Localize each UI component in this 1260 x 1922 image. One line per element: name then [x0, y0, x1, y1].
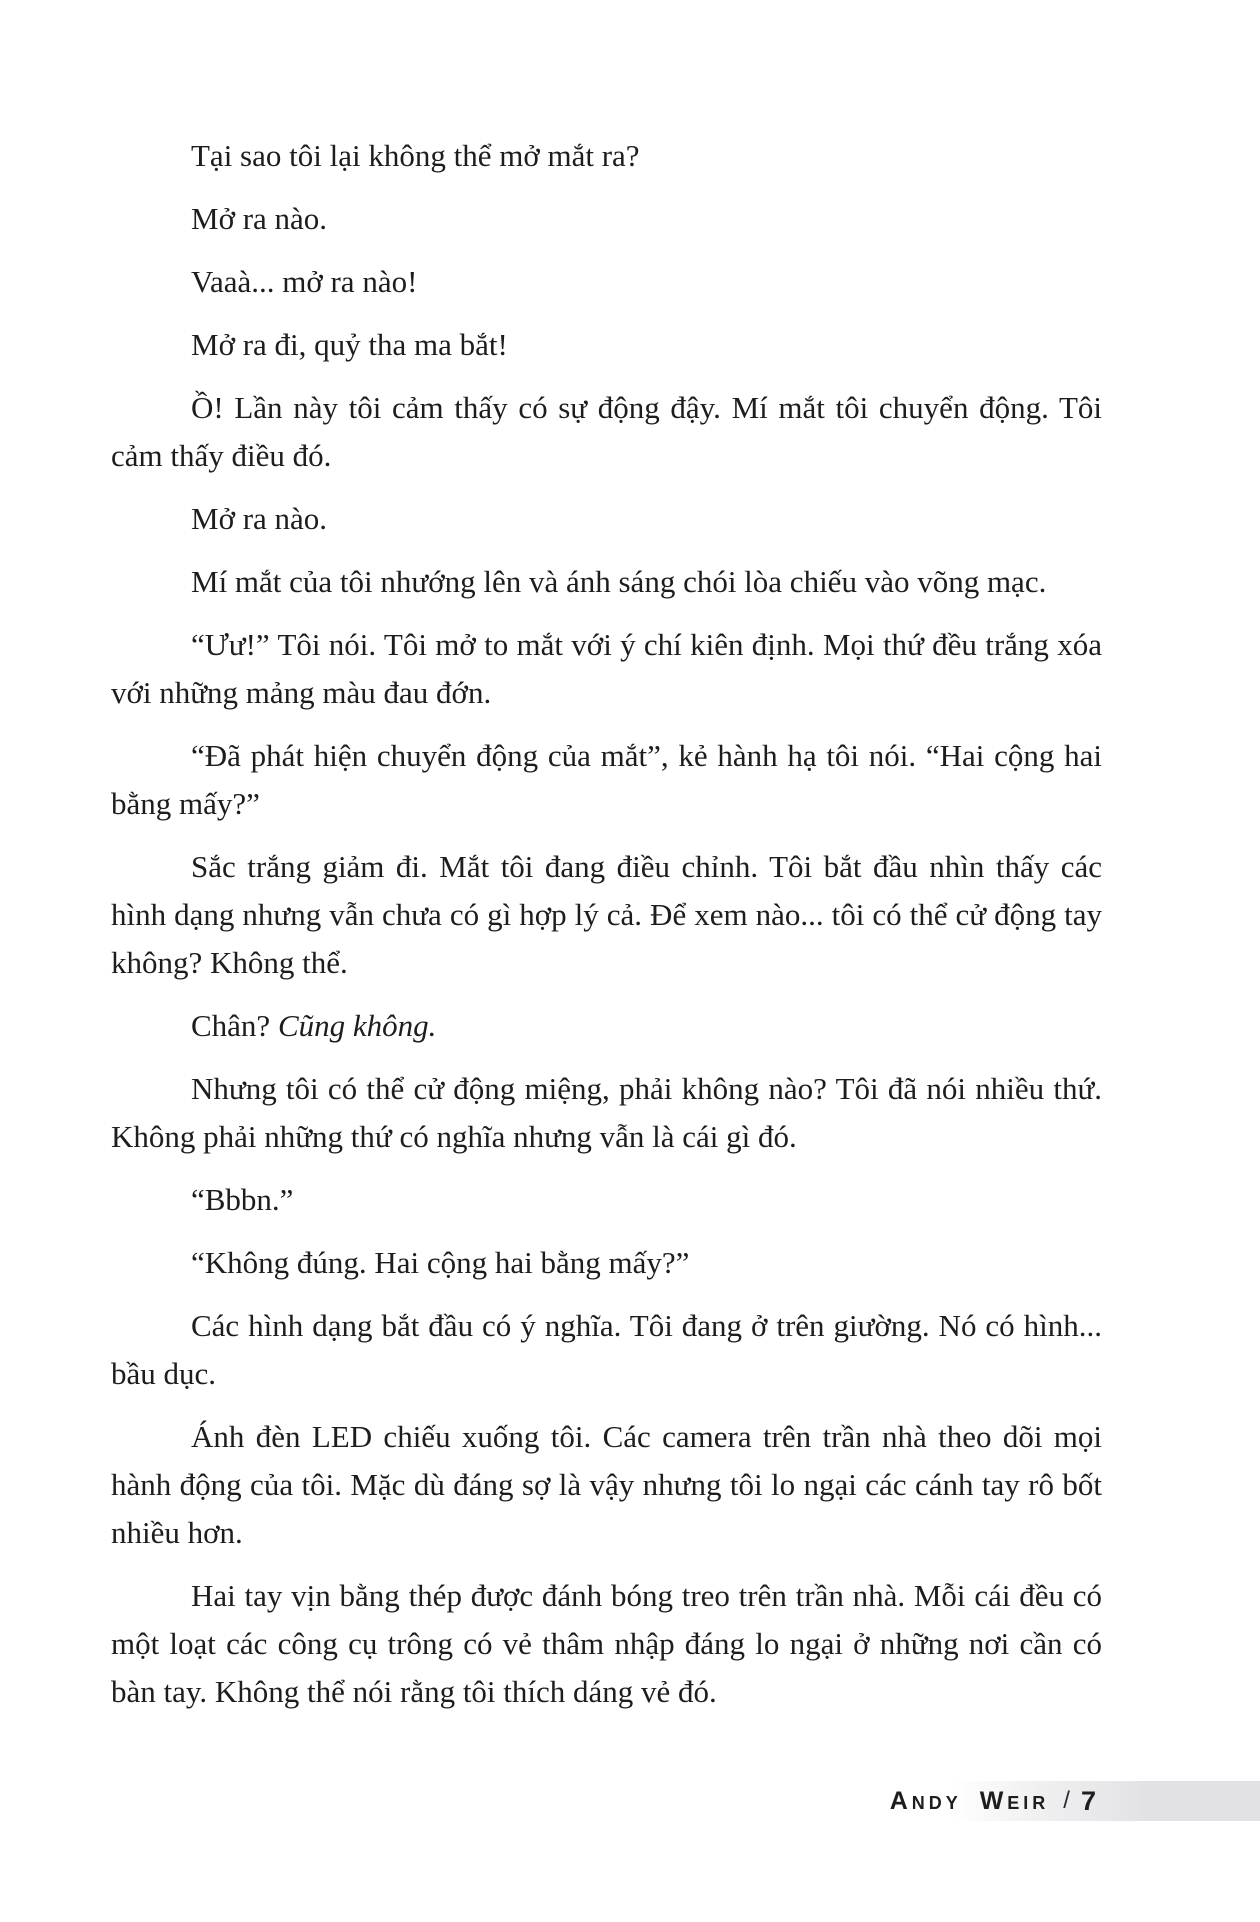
paragraph: Mí mắt của tôi nhướng lên và ánh sáng chói lòa chiếu vào võng mạc. — [191, 564, 1047, 599]
paragraph: Vaaà... mở ra nào! — [191, 264, 418, 299]
paragraph: Tại sao tôi lại không thể mở mắt ra? — [191, 138, 640, 173]
paragraph: Ồ! Lần này tôi cảm thấy có sự động đậy. Mí mắt tôi chuyển động. Tôi cảm thấy điều đó. — [111, 390, 1102, 473]
paragraph: “Ưư!” Tôi nói. Tôi mở to mắt với ý chí kiên định. Mọi thứ đều trắng xóa với những mảng màu đau đớn. — [111, 627, 1102, 710]
paragraph: “Bbbn.” — [191, 1182, 294, 1217]
paragraph: Nhưng tôi có thể cử động miệng, phải không nào? Tôi đã nói nhiều thứ. Không phải những thứ có nghĩa nhưng vẫn là cái gì đó. — [111, 1071, 1102, 1154]
paragraph: “Đã phát hiện chuyển động của mắt”, kẻ hành hạ tôi nói. “Hai cộng hai bằng mấy?” — [111, 738, 1102, 821]
paragraph: Ánh đèn LED chiếu xuống tôi. Các camera trên trần nhà theo dõi mọi hành động của tôi. Mặc dù đáng sợ là vậy nhưng tôi lo ngại các cánh tay rô bốt nhiều hơn. — [111, 1419, 1102, 1550]
paragraph: Hai tay vịn bằng thép được đánh bóng treo trên trần nhà. Mỗi cái đều có một loạt các công cụ trông có vẻ thâm nhập đáng lo ngại ở những nơi cần có bàn tay. Không thể nói rằng tôi thích dáng vẻ đó. — [111, 1578, 1102, 1709]
paragraph — [111, 1002, 1102, 1050]
paragraph-roman-segment: Chân? — [191, 1008, 278, 1043]
paragraph: Các hình dạng bắt đầu có ý nghĩa. Tôi đang ở trên giường. Nó có hình... bầu dục. — [111, 1308, 1102, 1391]
footer-separator-slash: / — [1063, 1787, 1070, 1814]
paragraph: Sắc trắng giảm đi. Mắt tôi đang điều chỉnh. Tôi bắt đầu nhìn thấy các hình dạng nhưng vẫn chưa có gì hợp lý cả. Để xem nào... tôi có thể cử động tay không? Không thể. — [111, 849, 1102, 980]
paragraph: Mở ra nào. — [191, 201, 328, 236]
footer-author-name: Andy Weir — [889, 1786, 1050, 1815]
paragraph: Mở ra nào. — [191, 501, 328, 536]
footer-gradient-bar — [830, 1781, 1260, 1821]
paragraph-italic-segment: Cũng không. — [277, 1008, 437, 1043]
footer-page-number: 7 — [1080, 1785, 1097, 1816]
paragraph: “Không đúng. Hai cộng hai bằng mấy?” — [191, 1245, 690, 1280]
page-text-block — [111, 132, 1102, 1716]
paragraph: Mở ra đi, quỷ tha ma bắt! — [191, 327, 508, 362]
